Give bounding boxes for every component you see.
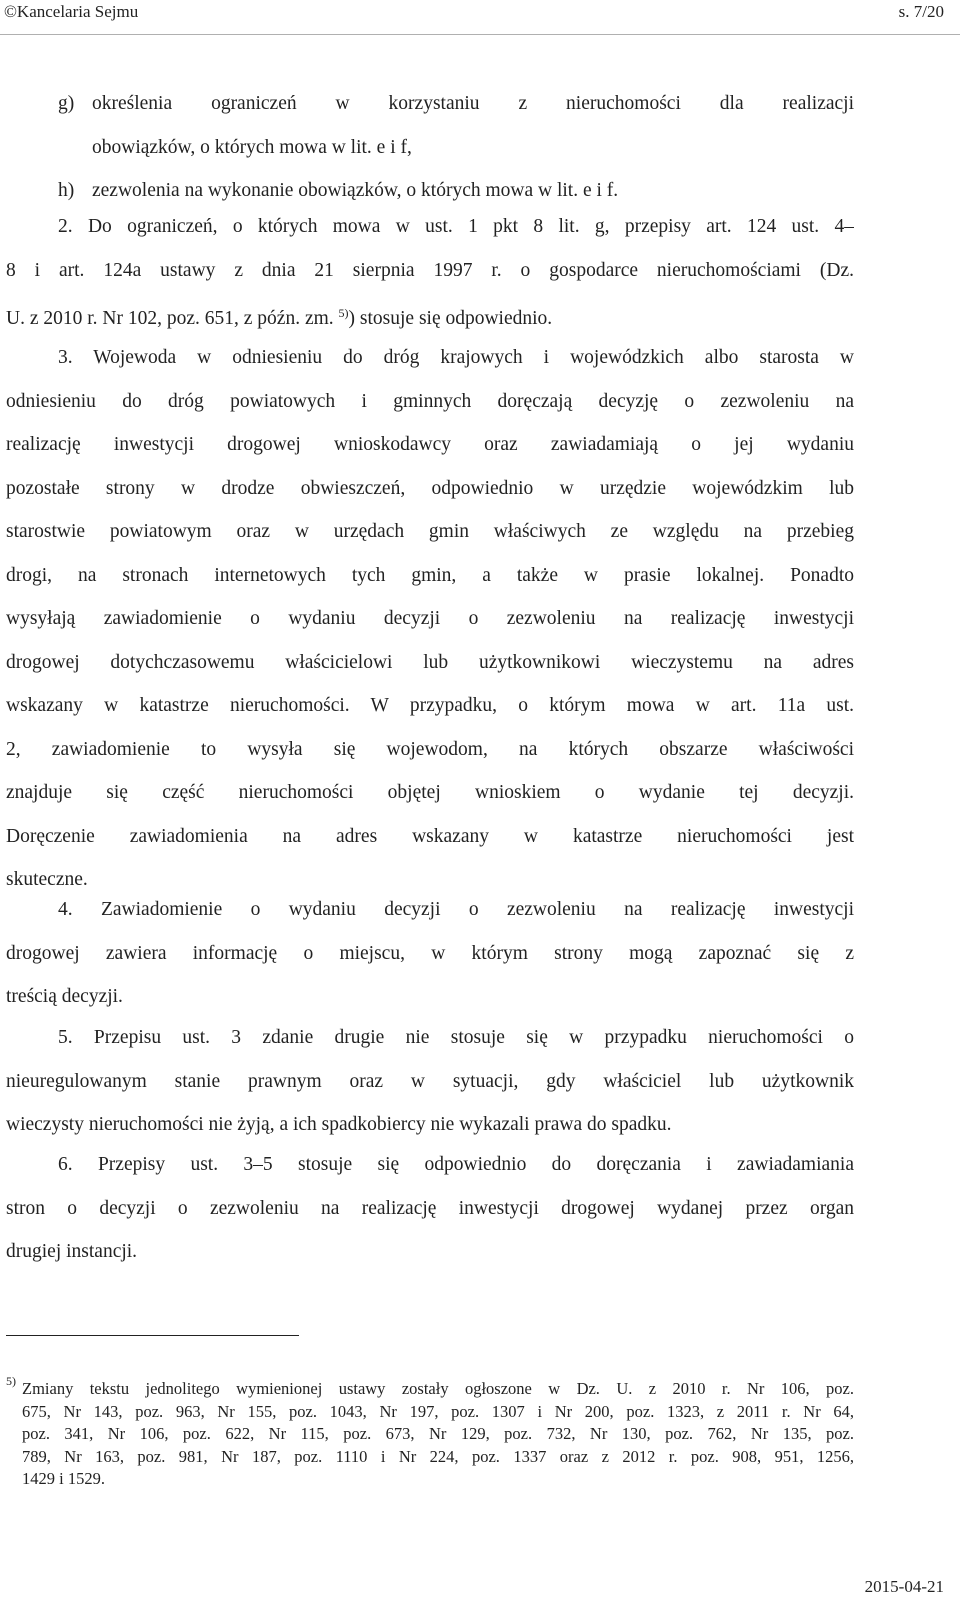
item-g-line: g) określenia ograniczeń w korzystaniu z nieruchomości dla realizacji bbox=[6, 82, 854, 126]
paragraph-line: U. z 2010 r. Nr 102, poz. 651, z późn. zm. $^{5)}$) stosuje się odpowiednio. bbox=[6, 306, 553, 329]
paragraph-line: Doręczenie zawiadomienia na adres wskazany w katastrze nieruchomości jest bbox=[6, 825, 854, 847]
paragraph-line: nieuregulowanym stanie prawnym oraz w sytuacji, gdy właściciel lub użytkownik bbox=[6, 1070, 854, 1092]
paragraph-line: stron o decyzji o zezwoleniu na realizację inwestycji drogowej wydanej przez organ bbox=[6, 1197, 854, 1219]
paragraph-line: wskazany w katastrze nieruchomości. W przypadku, o którym mowa w art. 11a ust. bbox=[6, 695, 854, 716]
paragraph-2 bbox=[6, 205, 854, 336]
paragraph-6 bbox=[6, 1143, 854, 1274]
footnote-line: Zmiany tekstu jednolitego wymienionej ustawy zostały ogłoszone w Dz. U. z 2010 r. Nr 106, poz. bbox=[22, 1379, 854, 1398]
paragraph-line: drogi, na stronach internetowych tych gmin, a także w prasie lokalnej. Ponadto bbox=[6, 564, 854, 586]
paragraph-line: drugiej instancji. bbox=[6, 1241, 138, 1262]
paragraph-line: pozostałe strony w drodze obwieszczeń, odpowiednio w urzędzie wojewódzkim lub bbox=[6, 477, 854, 499]
page-header bbox=[0, 0, 960, 35]
page-number: s. 7/20 bbox=[898, 2, 944, 21]
item-h-line: h) zezwolenia na wykonanie obowiązków, o których mowa w lit. e i f. bbox=[6, 169, 854, 213]
footnote bbox=[6, 1374, 854, 1491]
paragraph-line: 6. Przepisy ust. 3–5 stosuje się odpowiednio do doręczania i zawiadamiania bbox=[58, 1154, 854, 1175]
list-items-g-h bbox=[6, 82, 854, 213]
footnote-line: poz. 341, Nr 106, poz. 622, Nr 115, poz. 673, Nr 129, poz. 732, Nr 130, poz. 762, Nr 135, poz. bbox=[22, 1424, 854, 1443]
paragraph-4 bbox=[6, 888, 854, 1019]
paragraph-line: 3. Wojewoda w odniesieniu do dróg krajowych i wojewódzkich albo starosta w bbox=[58, 347, 854, 368]
paragraph-line: 2, zawiadomienie to wysyła się wojewodom, na których obszarze właściwości bbox=[6, 738, 854, 760]
paragraph-line: 2. Do ograniczeń, o których mowa w ust. 1 pkt 8 lit. g, przepisy art. 124 ust. 4– bbox=[58, 216, 854, 237]
paragraph-line: drogowej dotychczasowemu właścicielowi lub użytkownikowi wieczystemu na adres bbox=[6, 651, 854, 673]
item-g-line: obowiązków, o których mowa w lit. e i f, bbox=[92, 136, 412, 158]
paragraph-line: 8 i art. 124a ustawy z dnia 21 sierpnia 1997 r. o gospodarce nieruchomościami (Dz. bbox=[6, 259, 854, 281]
footnote-separator bbox=[6, 1335, 299, 1336]
footnote-reference: 5) bbox=[338, 306, 349, 320]
item-label: g) bbox=[58, 93, 75, 114]
paragraph-line: wysyłają zawiadomienie o wydaniu decyzji o zezwoleniu na realizację inwestycji bbox=[6, 608, 854, 629]
paragraph-line: treścią decyzji. bbox=[6, 986, 123, 1007]
footnote-line: 1429 i 1529. bbox=[22, 1469, 105, 1488]
paragraph-line: wieczysty nieruchomości nie żyją, a ich spadkobiercy nie wykazali prawa do spadku. bbox=[6, 1114, 672, 1135]
paragraph-5 bbox=[6, 1016, 854, 1147]
paragraph-line: 4. Zawiadomienie o wydaniu decyzji o zezwoleniu na realizację inwestycji bbox=[58, 899, 854, 920]
header-copyright: ©Kancelaria Sejmu bbox=[4, 2, 139, 21]
paragraph-line: realizację inwestycji drogowej wnioskodawcy oraz zawiadamiają o jej wydaniu bbox=[6, 434, 854, 455]
item-label: h) bbox=[58, 180, 75, 201]
publication-date: 2015-04-21 bbox=[864, 1577, 944, 1596]
footnote-line: 675, Nr 143, poz. 963, Nr 155, poz. 1043, Nr 197, poz. 1307 i Nr 200, poz. 1323, z 2011 r. Nr 64, bbox=[22, 1401, 854, 1421]
paragraph-line: znajduje się część nieruchomości objętej wnioskiem o wydanie tej decyzji. bbox=[6, 782, 854, 803]
paragraph-line: 5. Przepisu ust. 3 zdanie drugie nie stosuje się w przypadku nieruchomości o bbox=[58, 1027, 854, 1048]
paragraph-3 bbox=[6, 336, 854, 902]
paragraph-line: drogowej zawiera informację o miejscu, w którym strony mogą zapoznać się z bbox=[6, 942, 854, 964]
paragraph-line: starostwie powiatowym oraz w urzędach gmin właściwych ze względu na przebieg bbox=[6, 521, 854, 542]
footnote-line: 789, Nr 163, poz. 981, Nr 187, poz. 1110 i Nr 224, poz. 1337 oraz z 2012 r. poz. 908, 951, 1256, bbox=[22, 1446, 854, 1466]
paragraph-line: skuteczne. bbox=[6, 869, 88, 890]
footnote-mark: 5) bbox=[6, 1374, 16, 1388]
paragraph-line: odniesieniu do dróg powiatowych i gminnych doręczają decyzję o zezwoleniu na bbox=[6, 390, 854, 412]
